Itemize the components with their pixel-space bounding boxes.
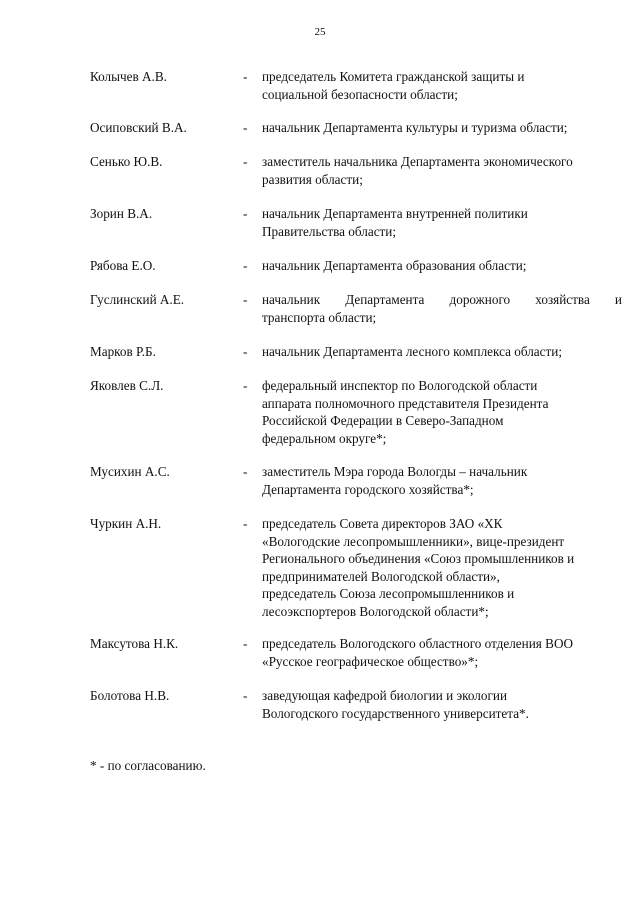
position-line: председатель Вологодского областного отделения ВОО (262, 636, 573, 651)
position-line: председатель Комитета гражданской защиты и (262, 69, 525, 84)
member-name: Колычев А.В. (90, 69, 167, 84)
position-line: социальной безопасности области; (262, 86, 458, 102)
member-position (262, 515, 622, 621)
entry-dash: - (243, 516, 248, 531)
position-line: председатель Совета директоров ЗАО «ХК (262, 516, 503, 531)
position-line: Правительства области; (262, 223, 397, 239)
member-name: Зорин В.А. (90, 206, 153, 221)
member-position (262, 687, 622, 722)
position-line: начальник Департамента образования области; (262, 258, 527, 273)
member-position (262, 257, 622, 275)
member-name: Сенько Ю.В. (90, 154, 163, 169)
member-name: Марков Р.Б. (90, 344, 156, 359)
position-line: председатель Союза лесопромышленников и (262, 586, 515, 602)
entry-dash: - (243, 120, 248, 135)
position-line: Департамента городского хозяйства*; (262, 481, 474, 497)
entry-dash: - (243, 154, 248, 169)
position-line: развития области; (262, 171, 363, 187)
member-position (262, 153, 622, 188)
member-position (262, 205, 622, 240)
position-line: начальник Департамента лесного комплекса области; (262, 344, 562, 359)
page-number: 25 (314, 26, 326, 38)
member-position (262, 463, 622, 498)
entry-dash: - (243, 378, 248, 393)
entry-dash: - (243, 206, 248, 221)
member-name: Болотова Н.В. (90, 688, 170, 703)
member-position (262, 291, 622, 326)
position-line: начальник Департамента внутренней политики (262, 206, 528, 221)
member-name: Рябова Е.О. (90, 258, 156, 273)
member-name: Максутова Н.К. (90, 636, 179, 651)
position-line: федеральный инспектор по Вологодской области (262, 378, 538, 393)
position-line: начальник Департамента дорожного хозяйства и (262, 292, 622, 307)
entry-dash: - (243, 292, 248, 307)
member-position (262, 119, 622, 137)
position-line: Регионального объединения «Союз промышленников и (262, 551, 575, 567)
entry-dash: - (243, 636, 248, 651)
member-position (262, 343, 622, 361)
position-line: Российской Федерации в Северо-Западном (262, 413, 504, 429)
footnote: * - по согласованию. (90, 758, 206, 773)
member-position (262, 635, 622, 670)
member-position (262, 377, 622, 447)
position-line: «Русское географическое общество»*; (262, 653, 479, 669)
member-position (262, 68, 622, 103)
position-line: федеральном округе*; (262, 430, 387, 446)
member-name: Мусихин А.С. (90, 464, 170, 479)
position-line: аппарата полномочного представителя Президента (262, 395, 549, 411)
entry-dash: - (243, 258, 248, 273)
entry-dash: - (243, 69, 248, 84)
member-name: Чуркин А.Н. (90, 516, 162, 531)
position-line: начальник Департамента культуры и туризма области; (262, 120, 568, 135)
entry-dash: - (243, 464, 248, 479)
member-name: Гуслинский А.Е. (90, 292, 185, 307)
member-name: Яковлев С.Л. (90, 378, 164, 393)
member-name: Осиповский В.А. (90, 120, 187, 135)
position-line: лесоэкспортеров Вологодской области*; (262, 603, 489, 619)
position-line: заместитель Мэра города Вологды – начальник (262, 464, 528, 479)
entry-dash: - (243, 688, 248, 703)
position-line: заведующая кафедрой биологии и экологии (262, 688, 508, 703)
entry-dash: - (243, 344, 248, 359)
position-line: предпринимателей Вологодской области», (262, 568, 500, 584)
position-line: Вологодского государственного университета*. (262, 705, 529, 721)
position-line: заместитель начальника Департамента экономического (262, 154, 573, 169)
position-line: «Вологодские лесопромышленники», вице-президент (262, 533, 565, 549)
position-line: транспорта области; (262, 309, 377, 325)
